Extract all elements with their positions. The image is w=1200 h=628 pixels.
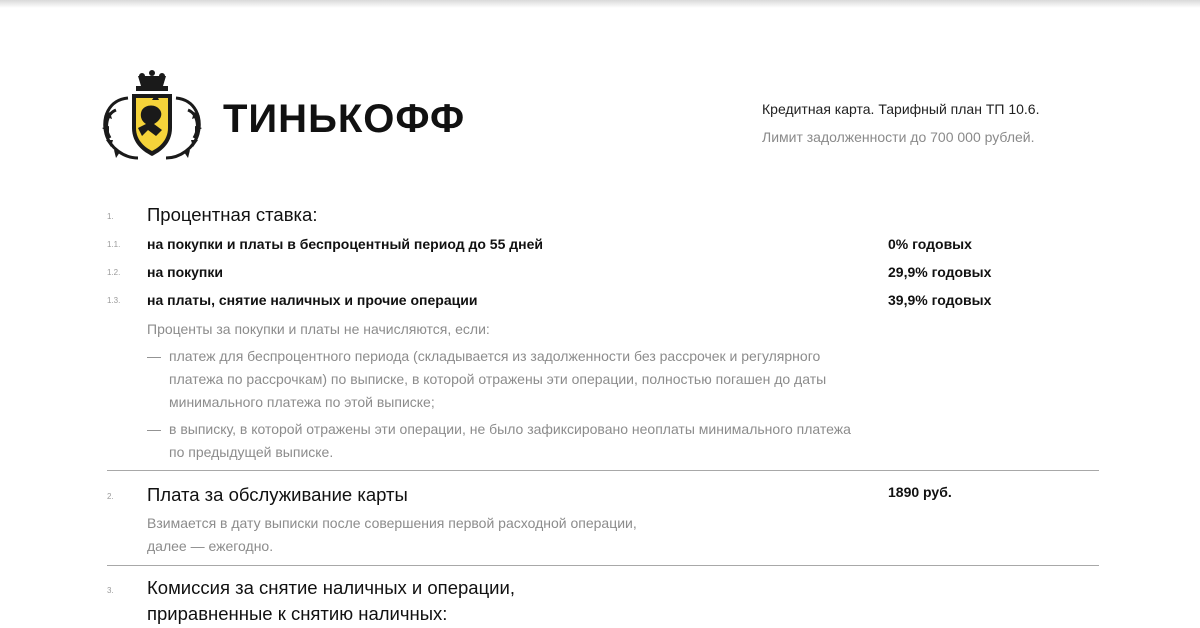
service-fee-note: Взимается в дату выписки после совершения первой расходной операции,	[147, 515, 637, 531]
section-divider	[107, 565, 1099, 566]
row-label: на покупки	[147, 264, 224, 280]
section-title-cash-fee: приравненные к снятию наличных:	[147, 603, 448, 624]
top-shadow	[0, 0, 1200, 8]
section-title-cash-fee: Комиссия за снятие наличных и операции,	[147, 577, 515, 598]
row-value: 0% годовых	[888, 236, 972, 252]
plan-title: Кредитная карта. Тарифный план ТП 10.6.	[762, 101, 1040, 117]
row-label: на покупки и платы в беспроцентный период до 55 дней	[147, 236, 543, 252]
service-fee-note: далее — ежегодно.	[147, 538, 274, 554]
row-number: 1.2.	[107, 268, 121, 277]
dash-marker: —	[147, 348, 161, 364]
tinkoff-emblem-icon	[98, 70, 206, 166]
section-title-interest: Процентная ставка:	[147, 204, 318, 225]
row-value: 39,9% годовых	[888, 292, 992, 308]
interest-note: Проценты за покупки и платы не начисляются, если:	[147, 321, 490, 337]
condition-item	[147, 345, 867, 414]
row-value: 29,9% годовых	[888, 264, 992, 280]
section-number: 3.	[107, 586, 114, 595]
row-number: 1.1.	[107, 240, 121, 249]
section-title-service-fee: Плата за обслуживание карты	[147, 484, 408, 505]
condition-text: платеж для беспроцентного периода (складывается из задолженности без рассрочек и регулярного платежа по рассрочкам) по выписке, в которой отражены эти операции, полностью погашен до даты минимального платежа по этой выписке;	[169, 348, 827, 410]
section-divider	[107, 470, 1099, 471]
service-fee-value: 1890 руб.	[888, 484, 952, 500]
condition-item	[147, 418, 867, 464]
condition-text: в выписку, в которой отражены эти операции, не было зафиксировано неоплаты минимального платежа по предыдущей выписке.	[169, 421, 851, 460]
dash-marker: —	[147, 421, 161, 437]
row-label: на платы, снятие наличных и прочие операции	[147, 292, 478, 308]
row-number: 1.3.	[107, 296, 121, 305]
section-number: 1.	[107, 212, 114, 221]
brand-wordmark: ТИНЬКОФФ	[223, 97, 466, 141]
section-number: 2.	[107, 492, 114, 501]
plan-limit: Лимит задолженности до 700 000 рублей.	[762, 129, 1035, 145]
